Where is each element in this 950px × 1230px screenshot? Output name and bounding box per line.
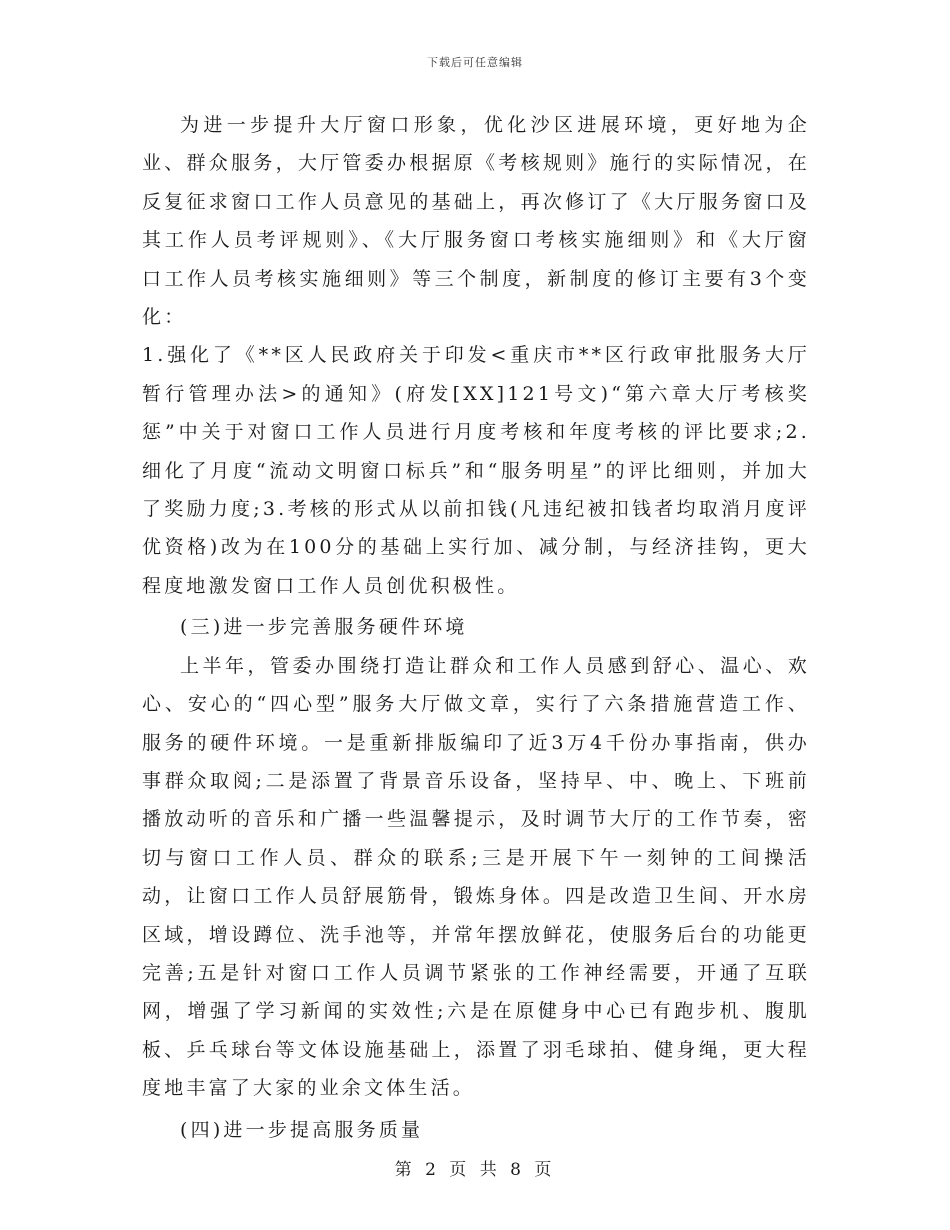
- document-body: [142, 106, 810, 1149]
- section-heading-4: (四)进一步提高服务质量: [180, 1118, 424, 1141]
- page-header: 下载后可任意编辑: [427, 56, 523, 69]
- section-heading-3: (三)进一步完善服务硬件环境: [180, 616, 468, 639]
- paragraph-hardware: 上半年，管委办围绕打造让群众和工作人员感到舒心、温心、欢心、安心的“四心型”服务大厅做文章，实行了六条措施营造工作、服务的硬件环境。一是重新排版编印了近3万4千份办事指南，供办事群众取阅;二是添置了背景音乐设备，坚持早、中、晚上、下班前播放动听的音乐和广播一些温馨提示，及时调节大厅的工作节奏，密切与窗口工作人员、群众的联系;三是开展下午一刻钟的工间操活动，让窗口工作人员舒展筋骨，锻炼身体。四是改造卫生间、开水房区域，增设蹲位、洗手池等，并常年摆放鲜花，使服务后台的功能更完善;五是针对窗口工作人员调节紧张的工作神经需要，开通了互联网，增强了学习新闻的实效性;六是在原健身中心已有跑步机、腹肌板、乒乓球台等文体设施基础上，添置了羽毛球拍、健身绳，更大程度地丰富了大家的业余文体生活。: [142, 654, 810, 1100]
- paragraph-changes: 1.强化了《**区人民政府关于印发<重庆市**区行政审批服务大厅暂行管理办法>的通知》(府发[XX]121号文)“第六章大厅考核奖惩”中关于对窗口工作人员进行月度考核和年度考核的评比要求;2.细化了月度“流动文明窗口标兵”和“服务明星”的评比细则，并加大了奖励力度;3.考核的形式从以前扣钱(凡违纪被扣钱者均取消月度评优资格)改为在100分的基础上实行加、减分制，与经济挂钩，更大程度地激发窗口工作人员创优积极性。: [142, 344, 810, 597]
- page-number: 第 2 页 共 8 页: [394, 1160, 556, 1180]
- paragraph-intro: 为进一步提升大厅窗口形象，优化沙区进展环境，更好地为企业、群众服务，大厅管委办根据原《考核规则》施行的实际情况，在反复征求窗口工作人员意见的基础上，再次修订了《大厅服务窗口及其工作人员考评规则》、《大厅服务窗口考核实施细则》和《大厅窗口工作人员考核实施细则》等三个制度，新制度的修订主要有3个变化：: [142, 114, 810, 329]
